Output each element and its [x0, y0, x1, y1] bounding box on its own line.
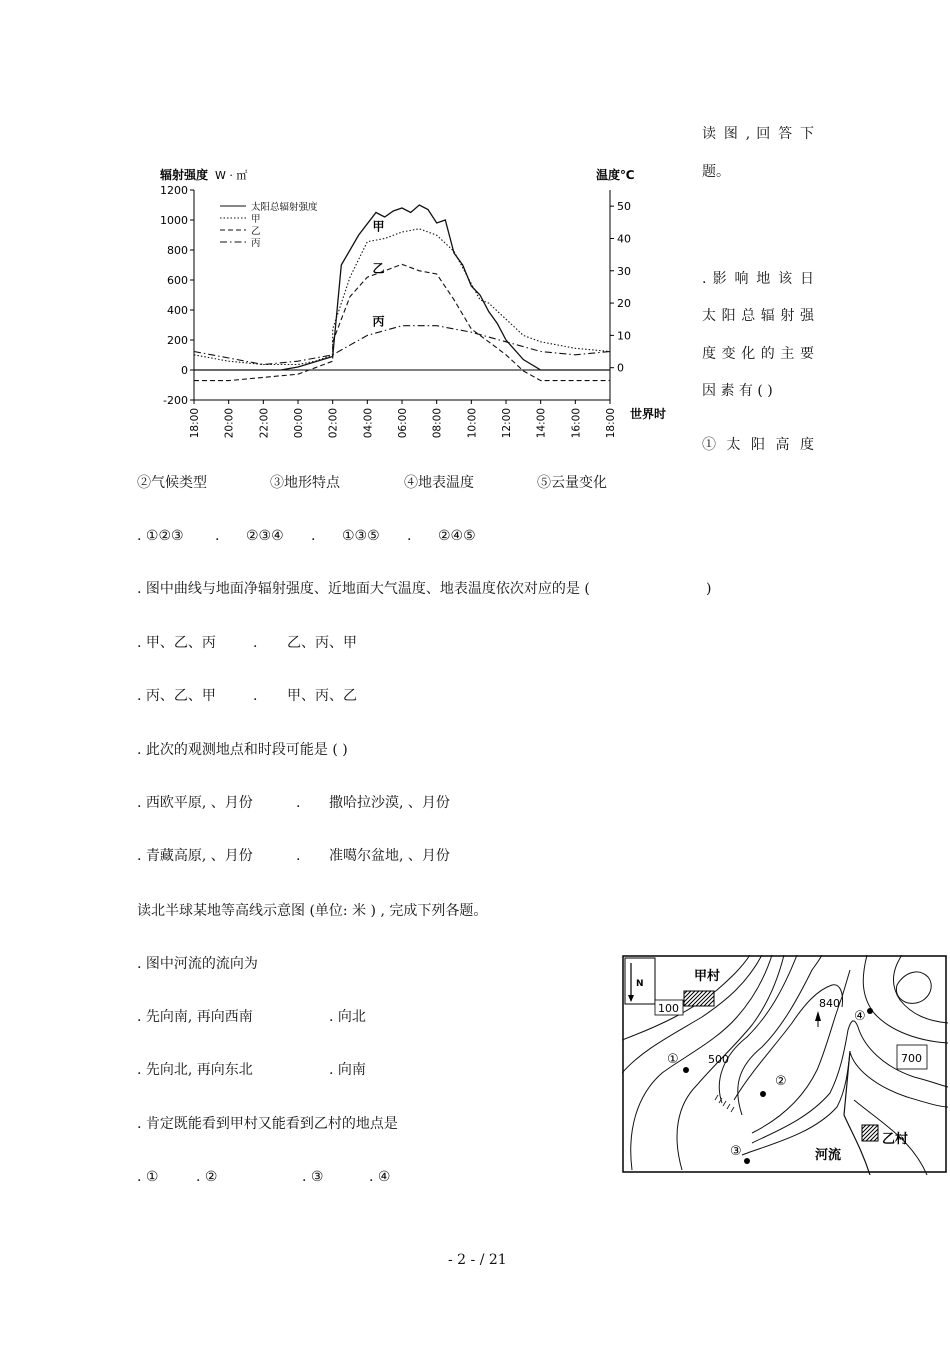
intro-line-1: 读 图 , 回 答 下	[702, 126, 814, 142]
q2-option-b[interactable]: 乙、丙、甲	[287, 635, 357, 651]
q2-option-d[interactable]: 甲、丙、乙	[287, 688, 357, 704]
right-axis-title: 温度℃	[596, 168, 635, 182]
legend-label-1: 甲	[251, 214, 261, 225]
point-2-dot	[760, 1091, 766, 1097]
q3-option-a[interactable]: . 西欧平原, 、月份	[137, 795, 253, 811]
q1-option-b[interactable]: ②③④	[246, 528, 284, 544]
curve-label-2: 丙	[372, 314, 385, 329]
north-label: N	[636, 979, 644, 989]
q5-option-c[interactable]: . ③	[302, 1169, 324, 1185]
q4-option-c[interactable]: . 先向北, 再向东北	[137, 1062, 253, 1078]
q4-option-d[interactable]: . 向南	[329, 1062, 366, 1078]
q1-stem-line-1: . 影 响 地 该 日	[702, 271, 814, 287]
point-2-label: ②	[775, 1074, 787, 1089]
right-tick-label: 20	[617, 297, 631, 311]
q2-option-b-dot: .	[253, 635, 258, 651]
left-tick-label: -200	[163, 394, 188, 407]
page-footer: - 2 - / 21	[448, 1252, 507, 1268]
left-tick-label: 600	[167, 274, 188, 287]
left-tick-label: 800	[167, 244, 188, 257]
x-tick-label: 04:00	[362, 408, 375, 439]
x-tick-label: 10:00	[466, 408, 479, 439]
q2-stem-close: )	[706, 581, 712, 597]
q2-option-d-dot: .	[253, 688, 258, 704]
point-3-dot	[744, 1158, 750, 1164]
x-tick-label: 14:00	[535, 408, 548, 439]
q1-stem-line-2: 太 阳 总 辐 射 强	[702, 308, 814, 324]
x-tick-label: 22:00	[258, 408, 271, 439]
x-tick-label: 06:00	[397, 408, 409, 439]
q1-option-c-dot: .	[311, 528, 316, 544]
q3-option-c[interactable]: . 青藏高原, 、月份	[137, 848, 253, 864]
left-tick-label: 0	[181, 364, 188, 377]
left-tick-label: 1000	[160, 214, 188, 227]
left-tick-label: 400	[167, 304, 188, 317]
point-4-label: ④	[854, 1009, 866, 1024]
q5-stem: . 肯定既能看到甲村又能看到乙村的地点是	[137, 1116, 398, 1132]
q1-option-b-dot: .	[215, 528, 220, 544]
curve-label-0: 甲	[372, 219, 385, 234]
right-tick-label: 0	[617, 361, 624, 375]
q1-stem-line-3: 度 变 化 的 主 要	[702, 346, 814, 362]
contour-map	[622, 955, 948, 1175]
q2-stem: . 图中曲线与地面净辐射强度、近地面大气温度、地表温度依次对应的是 (	[137, 581, 590, 597]
x-tick-label: 20:00	[223, 408, 236, 439]
q3-stem: . 此次的观测地点和时段可能是 ( )	[137, 742, 348, 758]
point-3-label: ③	[730, 1144, 742, 1159]
q5-option-b[interactable]: . ②	[196, 1169, 218, 1185]
q1-option-d[interactable]: ②④⑤	[438, 528, 476, 544]
contour-label-700: 700	[901, 1052, 922, 1065]
x-axis-title: 世界时	[630, 407, 667, 421]
q1-factor-4: ④地表温度	[404, 475, 474, 491]
radiation-temperature-chart	[150, 160, 680, 445]
q1-stem-line-4: 因 素 有 ( )	[702, 383, 773, 399]
curve-label-1: 乙	[372, 261, 385, 276]
q4-option-a[interactable]: . 先向南, 再向西南	[137, 1009, 253, 1025]
q1-option-a[interactable]: . ①②③	[137, 528, 184, 544]
q2-option-c[interactable]: . 丙、乙、甲	[137, 688, 216, 704]
legend-label-0: 太阳总辐射强度	[251, 202, 318, 213]
village-b-label: 乙村	[882, 1132, 909, 1147]
village-a-marker	[684, 991, 714, 1006]
q4-stem: . 图中河流的流向为	[137, 956, 258, 972]
x-tick-label: 18:00	[189, 408, 201, 439]
q1-option-c[interactable]: ①③⑤	[342, 528, 380, 544]
left-tick-label: 1200	[160, 184, 188, 197]
contour-label-500: 500	[708, 1053, 729, 1066]
legend-label-3: 丙	[251, 238, 261, 249]
q2-option-a[interactable]: . 甲、乙、丙	[137, 635, 216, 651]
q1-factor-3: ③地形特点	[270, 475, 340, 491]
q1-option-d-dot: .	[407, 528, 412, 544]
left-axis-unit: W · ㎡	[215, 169, 248, 182]
left-axis-title: 辐射强度	[160, 168, 209, 182]
village-b-marker	[862, 1125, 878, 1141]
contour-label-100: 100	[658, 1002, 679, 1015]
river-label: 河流	[815, 1148, 842, 1163]
q4-option-b[interactable]: . 向北	[329, 1009, 366, 1025]
q3-option-d[interactable]: 准噶尔盆地, 、月份	[329, 848, 450, 864]
right-tick-label: 50	[617, 200, 631, 214]
section-intro: 读北半球某地等高线示意图 (单位: 米 ) , 完成下列各题。	[137, 903, 488, 919]
q5-option-d[interactable]: . ④	[369, 1169, 391, 1185]
q1-factor-5: ⑤云量变化	[537, 475, 607, 491]
q3-option-b[interactable]: 撒哈拉沙漠, 、月份	[329, 795, 450, 811]
q1-factor-2: ②气候类型	[137, 475, 207, 491]
x-tick-label: 16:00	[570, 408, 583, 439]
x-tick-label: 18:00	[605, 408, 617, 439]
left-tick-label: 200	[167, 334, 188, 347]
q1-factor-1: ① 太 阳 高 度	[702, 437, 814, 453]
right-tick-label: 40	[617, 232, 631, 246]
right-tick-label: 10	[617, 329, 631, 343]
q3-option-b-dot: .	[296, 795, 301, 811]
point-1-label: ①	[667, 1052, 679, 1067]
contour-label-840: 840	[819, 997, 840, 1010]
point-1-dot	[683, 1067, 689, 1073]
x-tick-label: 12:00	[501, 408, 513, 439]
series-line-1	[194, 229, 610, 365]
x-tick-label: 08:00	[431, 408, 444, 439]
intro-line-2: 题。	[702, 164, 730, 180]
series-line-3	[194, 326, 610, 365]
x-tick-label: 02:00	[327, 408, 340, 439]
q3-option-d-dot: .	[296, 848, 301, 864]
village-a-label: 甲村	[694, 969, 721, 984]
x-tick-label: 00:00	[293, 408, 305, 439]
point-4-dot	[867, 1008, 873, 1014]
q5-option-a[interactable]: . ①	[137, 1169, 159, 1185]
legend-label-2: 乙	[251, 226, 261, 237]
right-tick-label: 30	[617, 264, 631, 278]
chart-legend	[220, 201, 318, 249]
